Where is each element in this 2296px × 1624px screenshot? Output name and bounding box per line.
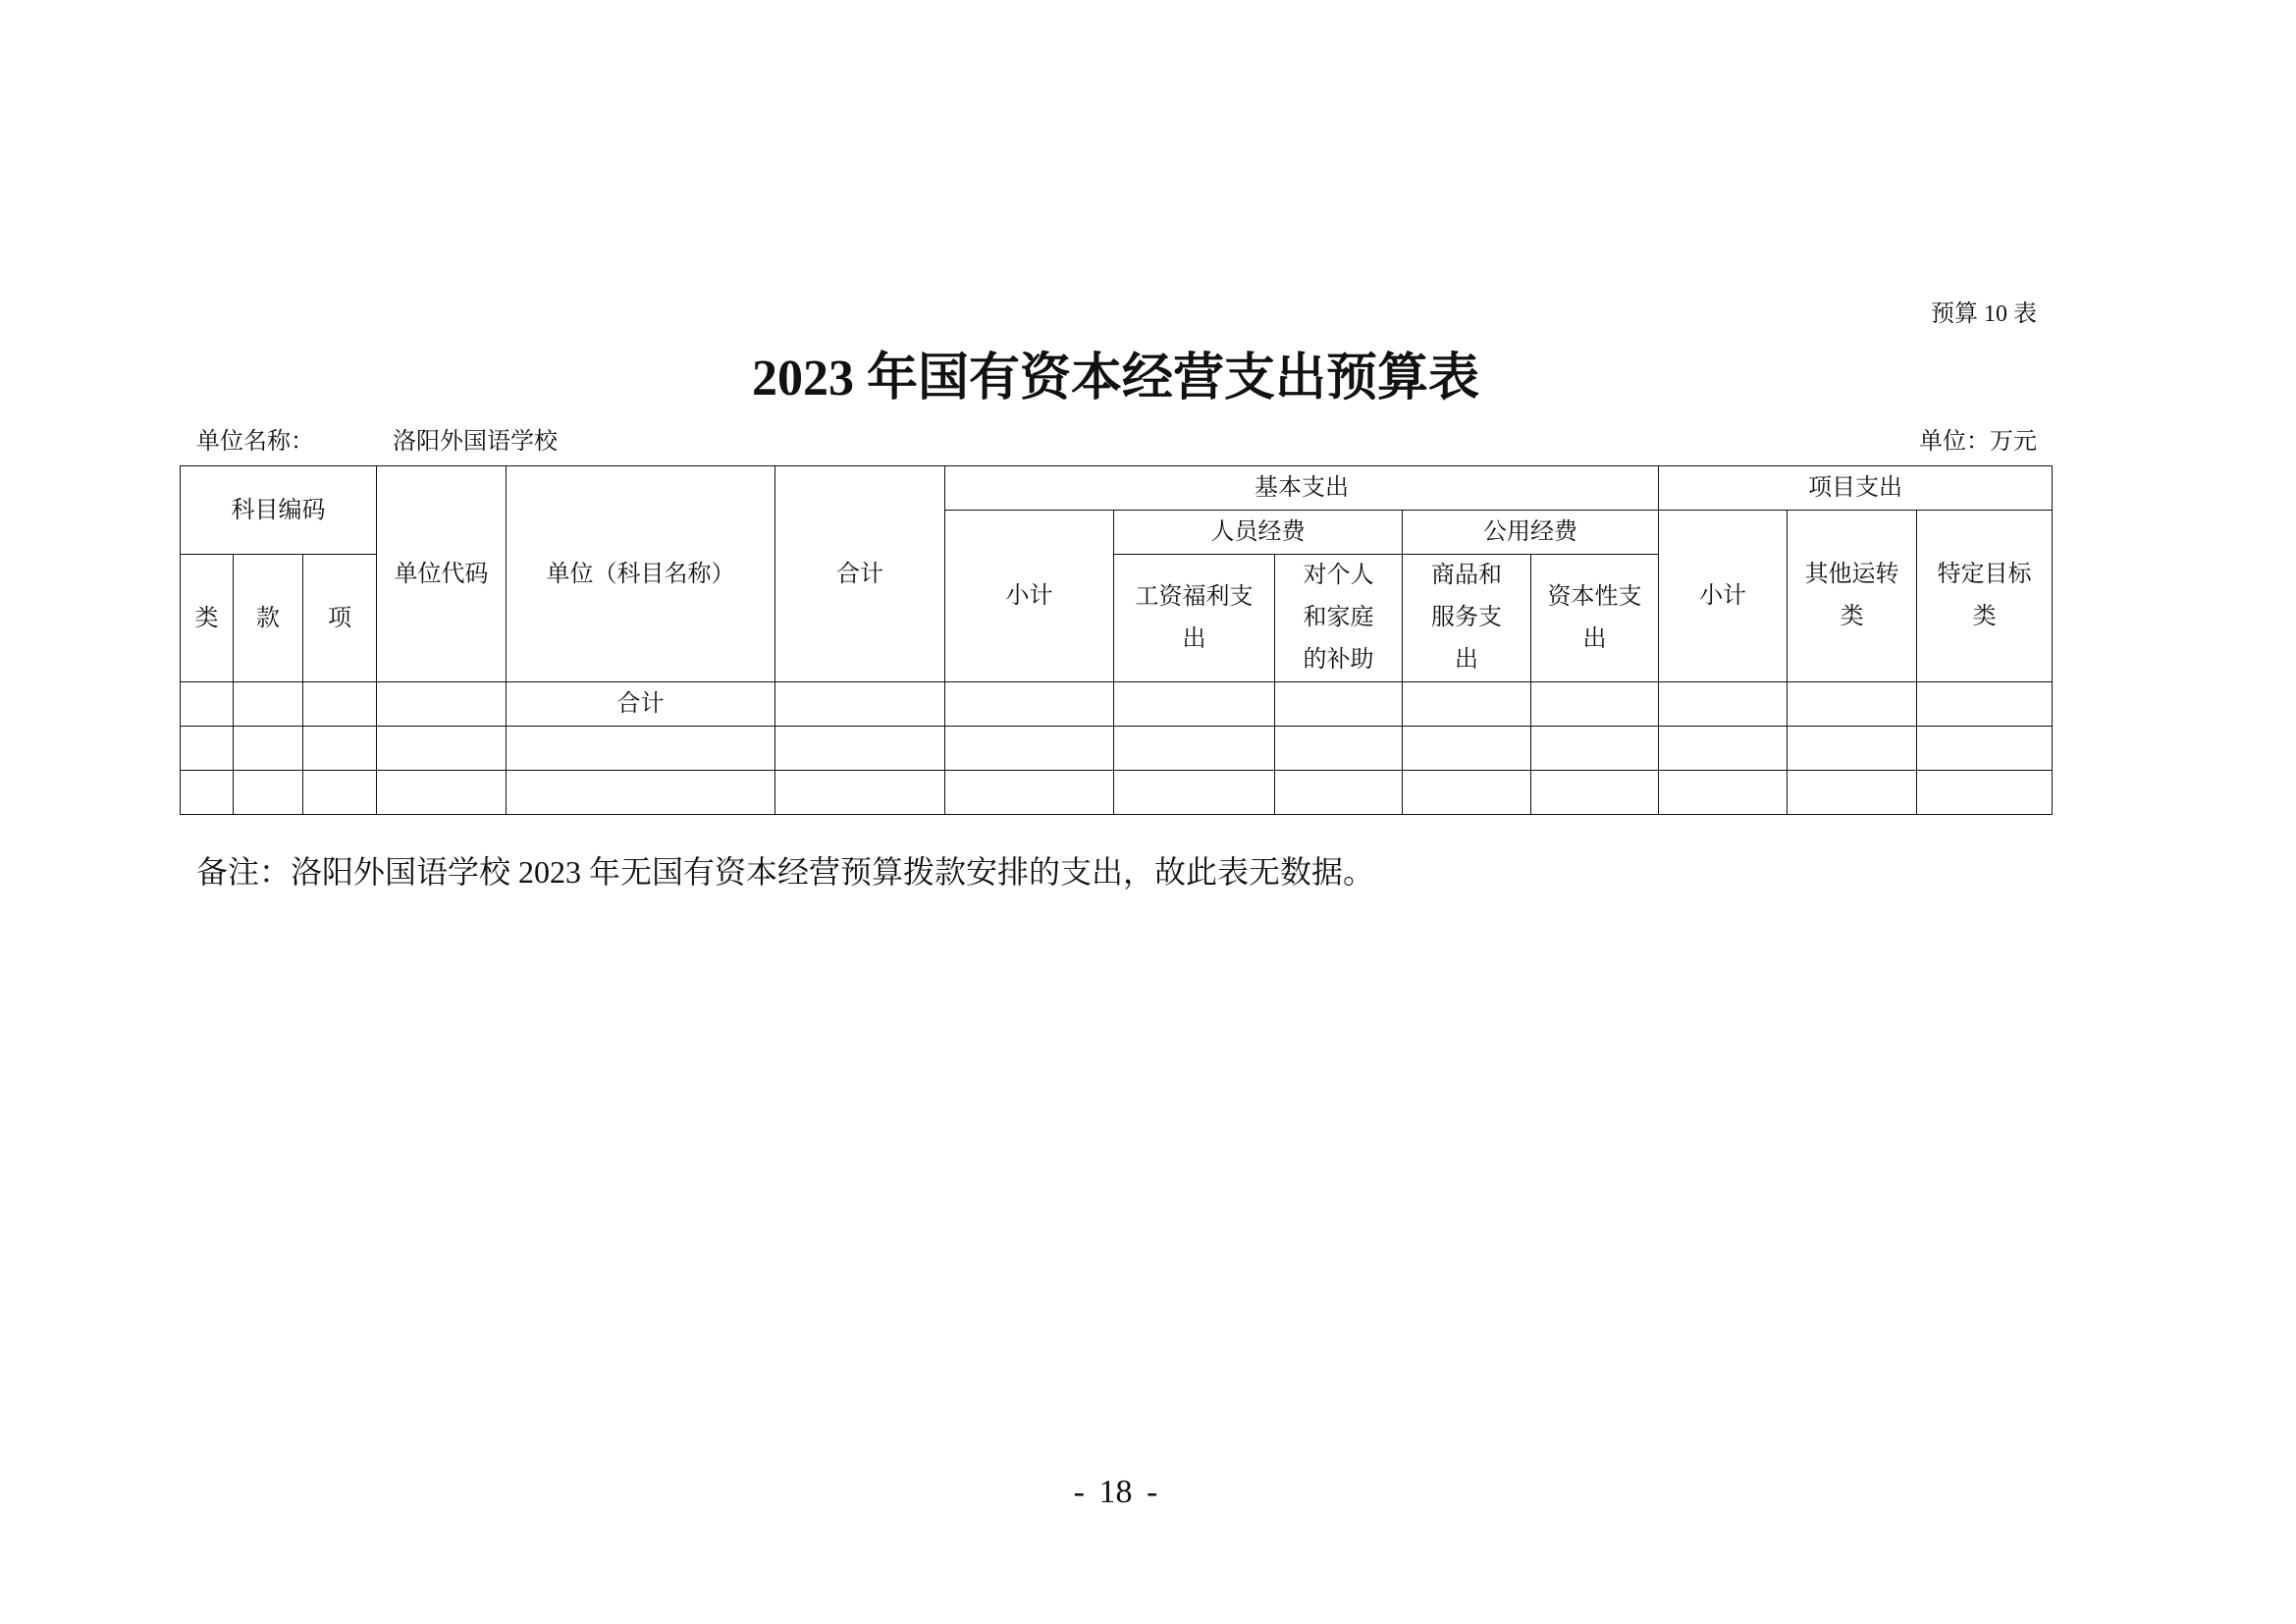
header-personnel-expense: 人员经费 [1114,511,1403,555]
header-total: 合计 [775,466,945,682]
header-project-expenditure: 项目支出 [1659,466,2053,511]
unit-name-value: 洛阳外国语学校 [393,429,558,455]
currency-unit-label: 单位：万元 [1919,429,2037,455]
table-cell [1114,682,1275,727]
header-label-line: 类 [1972,604,1997,629]
table-cell [1659,771,1788,815]
table-cell [1531,771,1659,815]
header-label-line: 商品和 [1431,563,1503,588]
header-label-line: 工资福利支 [1135,583,1254,610]
table-cell-total-label: 合计 [507,682,775,727]
page-title: 2023 年国有资本经营支出预算表 [751,351,1479,406]
header-goods-services [1403,555,1531,682]
table-cell [1403,682,1531,727]
table-cell [1403,727,1531,771]
header-row [181,466,2053,511]
header-label-line: 的补助 [1303,647,1374,673]
table-cell [507,727,775,771]
header-unit-subject-name: 单位（科目名称） [507,466,775,682]
table-row [181,682,2053,727]
header-label-line: 出 [1455,647,1479,673]
table-cell [234,727,303,771]
header-other-operation [1788,511,1917,682]
header-label-line: 其他运转 [1804,562,1899,587]
header-label-line: 出 [1182,625,1206,652]
table-cell [945,771,1114,815]
header-label-line: 服务支 [1431,605,1503,630]
header-household-subsidy [1275,555,1403,682]
table-cell [1917,771,2053,815]
table-cell [303,682,377,727]
header-label-line: 对个人 [1303,563,1374,588]
table-cell [303,771,377,815]
table-cell [377,682,507,727]
header-salary-welfare [1114,555,1275,682]
table-cell [303,727,377,771]
header-item: 项 [303,555,377,682]
header-label-line: 和家庭 [1303,605,1374,630]
table-row [181,727,2053,771]
header-capital-expense [1531,555,1659,682]
header-basic-expenditure: 基本支出 [945,466,1659,511]
table-cell [1403,771,1531,815]
table-cell [1275,727,1403,771]
header-label-line: 特定目标 [1937,562,2032,587]
table-cell [1659,682,1788,727]
table-cell [775,682,945,727]
header-specific-target [1917,511,2053,682]
table-cell [1788,771,1917,815]
table-cell [377,727,507,771]
header-section: 款 [234,555,303,682]
header-basic-subtotal: 小计 [945,511,1114,682]
table-cell [1788,682,1917,727]
table-cell [1114,771,1275,815]
header-label-line: 类 [1840,604,1864,629]
table-cell [945,727,1114,771]
remark-note: 备注：洛阳外国语学校 2023 年无国有资本经营预算拨款安排的支出，故此表无数据。 [196,854,1375,890]
table-cell [775,771,945,815]
header-label-line: 出 [1582,625,1607,652]
table-cell [1114,727,1275,771]
form-number: 预算 10 表 [1931,301,2037,327]
unit-name-label: 单位名称： [196,429,314,455]
page-number: - 18 - [1073,1474,1158,1510]
header-public-expense: 公用经费 [1403,511,1659,555]
table-cell [1275,682,1403,727]
table-cell [377,771,507,815]
table-cell [507,771,775,815]
header-category: 类 [181,555,234,682]
table-cell [181,682,234,727]
table-cell [775,727,945,771]
header-unit-code: 单位代码 [377,466,507,682]
table-cell [1531,682,1659,727]
header-subject-code: 科目编码 [181,466,377,555]
table-cell [945,682,1114,727]
table-row [181,771,2053,815]
table-cell [1917,682,2053,727]
table-cell [1275,771,1403,815]
table-cell [234,771,303,815]
table-cell [1917,727,2053,771]
header-label-line: 资本性支 [1547,583,1642,610]
budget-table [180,465,2053,815]
table-cell [1531,727,1659,771]
table-cell [1659,727,1788,771]
header-project-subtotal: 小计 [1659,511,1788,682]
table-cell [234,682,303,727]
table-cell [181,771,234,815]
table-cell [1788,727,1917,771]
table-cell [181,727,234,771]
